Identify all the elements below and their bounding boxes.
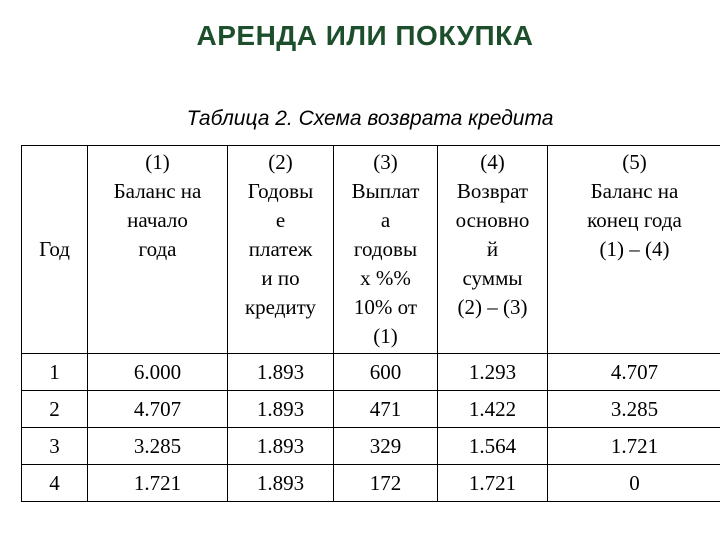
table-cell: 471 [334, 391, 438, 428]
column-number: (4) [480, 150, 505, 174]
table-cell: 1.893 [228, 354, 334, 391]
column-number: (3) [373, 150, 398, 174]
year-header-label: Год [39, 237, 70, 261]
table-cell: 1.721 [88, 465, 228, 502]
table-row [22, 391, 720, 428]
table-cell: 1.293 [438, 354, 548, 391]
table-cell: 4.707 [548, 354, 720, 391]
year-cell: 3 [22, 428, 88, 465]
table-cell: 1.721 [438, 465, 548, 502]
year-header [22, 146, 88, 354]
table-cell: 600 [334, 354, 438, 391]
column-label: Баланс на конец года (1) – (4) [587, 179, 682, 261]
table-caption: Таблица 2. Схема возврата кредита [186, 107, 554, 130]
table-cell: 1.564 [438, 428, 548, 465]
column-header [88, 146, 228, 354]
table-row [22, 354, 720, 391]
column-header [548, 146, 720, 354]
year-cell: 4 [22, 465, 88, 502]
table-row [22, 428, 720, 465]
table-cell: 4.707 [88, 391, 228, 428]
loan-repayment-table [21, 145, 720, 502]
page-title: АРЕНДА ИЛИ ПОКУПКА [196, 20, 534, 51]
table-cell: 6.000 [88, 354, 228, 391]
year-cell: 1 [22, 354, 88, 391]
table-cell: 329 [334, 428, 438, 465]
column-header [334, 146, 438, 354]
table-cell: 1.721 [548, 428, 720, 465]
column-label: Годовы е платеж и по кредиту [244, 179, 317, 319]
column-label: Возврат основно й суммы (2) – (3) [455, 179, 530, 319]
column-label: Выплат а годовы х %% 10% от (1) [351, 179, 420, 348]
column-number: (5) [622, 150, 647, 174]
table-cell: 1.893 [228, 428, 334, 465]
year-cell: 2 [22, 391, 88, 428]
table-cell: 1.422 [438, 391, 548, 428]
column-number: (1) [145, 150, 170, 174]
table-cell: 1.893 [228, 465, 334, 502]
table-cell: 172 [334, 465, 438, 502]
column-number: (2) [268, 150, 293, 174]
table-cell: 1.893 [228, 391, 334, 428]
table-cell: 3.285 [548, 391, 720, 428]
column-label: Баланс на начало года [113, 179, 202, 261]
table-row [22, 465, 720, 502]
table-cell: 0 [548, 465, 720, 502]
column-header [438, 146, 548, 354]
column-header [228, 146, 334, 354]
table-header-row [22, 146, 720, 354]
table-cell: 3.285 [88, 428, 228, 465]
